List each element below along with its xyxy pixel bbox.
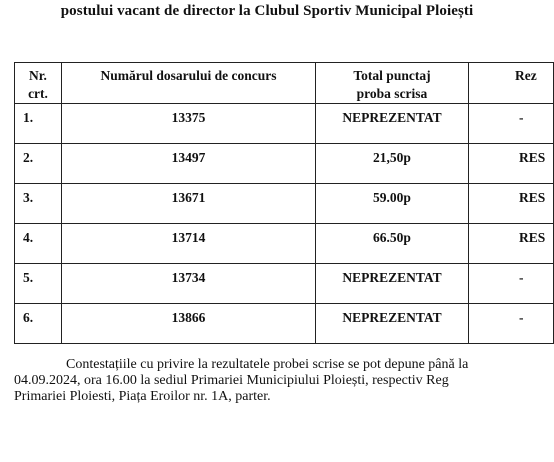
cell-dosar: 13714 — [62, 224, 316, 264]
table-row — [15, 144, 554, 184]
cell-nr: 4. — [15, 224, 62, 264]
results-table — [14, 62, 554, 344]
contestatii-paragraph — [14, 357, 554, 405]
cell-nr: 1. — [15, 104, 62, 144]
header-dosar — [62, 63, 316, 104]
cell-dosar: 13497 — [62, 144, 316, 184]
table-row — [15, 184, 554, 224]
paragraph-line-1: Contestațiile cu privire la rezultatele probei scrise se pot depune până la — [66, 357, 469, 372]
cell-total: NEPREZENTAT — [316, 304, 469, 344]
cell-dosar: 13671 — [62, 184, 316, 224]
cell-rezultat: RES — [469, 224, 554, 264]
header-nr-line1: Nr. — [29, 68, 47, 83]
cell-rezultat: - — [469, 104, 554, 144]
cell-nr: 5. — [15, 264, 62, 304]
header-rezultat — [469, 63, 554, 104]
cell-rezultat: RES — [469, 184, 554, 224]
table-row — [15, 264, 554, 304]
cell-nr: 6. — [15, 304, 62, 344]
cell-nr: 2. — [15, 144, 62, 184]
cell-total: 66.50p — [316, 224, 469, 264]
cell-dosar: 13734 — [62, 264, 316, 304]
table-row — [15, 104, 554, 144]
table-header-row — [15, 63, 554, 104]
cell-rezultat: RES — [469, 144, 554, 184]
document-title: postului vacant de director la Clubul Sportiv Municipal Ploiești — [60, 3, 474, 19]
paragraph-line-3: Primariei Ploiesti, Piața Eroilor nr. 1A, parter. — [14, 389, 271, 404]
header-total-line2: proba scrisa — [356, 86, 428, 101]
cell-total: 59.00p — [316, 184, 469, 224]
cell-nr: 3. — [15, 184, 62, 224]
results-table-container — [14, 62, 554, 342]
cell-rezultat: - — [469, 304, 554, 344]
header-total-line1: Total punctaj — [353, 68, 431, 83]
header-nr-line2: crt. — [28, 86, 48, 101]
header-rezultat-label: Rez — [515, 68, 537, 83]
table-row — [15, 304, 554, 344]
cell-dosar: 13866 — [62, 304, 316, 344]
cell-dosar: 13375 — [62, 104, 316, 144]
cell-total: NEPREZENTAT — [316, 104, 469, 144]
header-nr-crt — [15, 63, 62, 104]
header-dosar-label: Numărul dosarului de concurs — [100, 68, 277, 83]
table-row — [15, 224, 554, 264]
cell-total: NEPREZENTAT — [316, 264, 469, 304]
header-total — [316, 63, 469, 104]
cell-rezultat: - — [469, 264, 554, 304]
cell-total: 21,50p — [316, 144, 469, 184]
paragraph-line-2: 04.09.2024, ora 16.00 la sediul Primariei Municipiului Ploiești, respectiv Reg — [14, 373, 449, 388]
